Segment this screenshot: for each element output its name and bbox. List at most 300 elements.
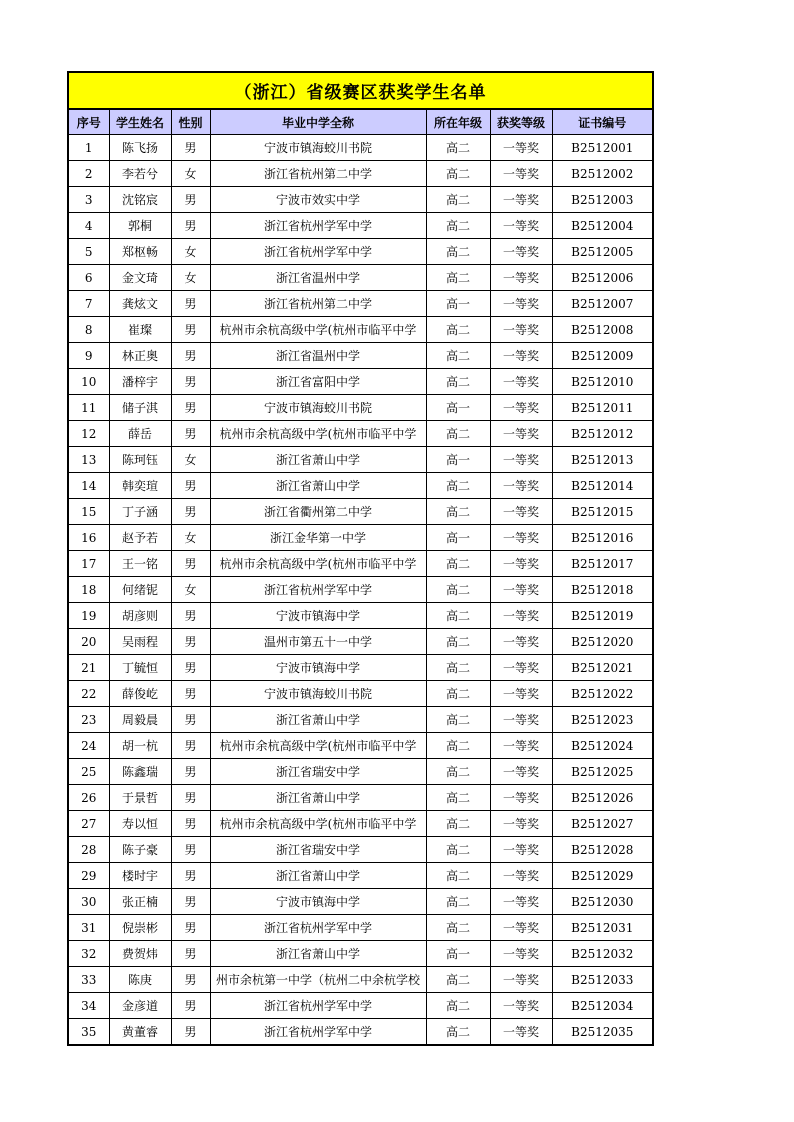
cell-award-level: 一等奖 [490, 473, 552, 499]
table-row [68, 863, 653, 889]
cell-gender: 男 [171, 707, 210, 733]
cell-gender: 男 [171, 343, 210, 369]
cell-gender: 男 [171, 863, 210, 889]
cell-school [210, 291, 426, 317]
cell-school [210, 447, 426, 473]
cell-award-level: 一等奖 [490, 317, 552, 343]
cell-school [210, 811, 426, 837]
table-row [68, 343, 653, 369]
table-row [68, 577, 653, 603]
cell-grade: 高一 [426, 447, 490, 473]
cell-grade: 高二 [426, 473, 490, 499]
cell-certificate-number: B2512025 [552, 759, 653, 785]
cell-index: 30 [68, 889, 109, 915]
cell-grade: 高二 [426, 655, 490, 681]
cell-grade: 高一 [426, 941, 490, 967]
title-row [68, 72, 653, 109]
cell-school [210, 681, 426, 707]
cell-index: 28 [68, 837, 109, 863]
cell-index: 16 [68, 525, 109, 551]
header-award-level: 获奖等级 [490, 109, 552, 135]
cell-index: 7 [68, 291, 109, 317]
table-row [68, 369, 653, 395]
cell-grade: 高二 [426, 161, 490, 187]
table-row [68, 265, 653, 291]
cell-gender: 男 [171, 811, 210, 837]
cell-award-level: 一等奖 [490, 941, 552, 967]
cell-gender: 男 [171, 837, 210, 863]
cell-certificate-number: B2512029 [552, 863, 653, 889]
cell-school [210, 499, 426, 525]
cell-school [210, 239, 426, 265]
cell-certificate-number: B2512018 [552, 577, 653, 603]
cell-student-name: 林正奥 [109, 343, 171, 369]
cell-index: 19 [68, 603, 109, 629]
cell-award-level: 一等奖 [490, 889, 552, 915]
cell-certificate-number: B2512004 [552, 213, 653, 239]
cell-gender: 男 [171, 655, 210, 681]
school-name: 浙江省杭州第二中学 [263, 167, 372, 181]
cell-certificate-number: B2512026 [552, 785, 653, 811]
cell-student-name: 黄董睿 [109, 1019, 171, 1046]
cell-index: 15 [68, 499, 109, 525]
cell-student-name: 吴雨程 [109, 629, 171, 655]
header-certificate-number: 证书编号 [552, 109, 653, 135]
table-row [68, 707, 653, 733]
cell-grade: 高二 [426, 811, 490, 837]
cell-index: 9 [68, 343, 109, 369]
cell-award-level: 一等奖 [490, 707, 552, 733]
cell-index: 13 [68, 447, 109, 473]
cell-gender: 男 [171, 473, 210, 499]
cell-school [210, 837, 426, 863]
cell-gender: 女 [171, 525, 210, 551]
cell-school [210, 993, 426, 1019]
cell-award-level: 一等奖 [490, 395, 552, 421]
cell-school [210, 473, 426, 499]
cell-student-name: 沈铭宸 [109, 187, 171, 213]
table-row [68, 525, 653, 551]
cell-certificate-number: B2512009 [552, 343, 653, 369]
cell-school [210, 265, 426, 291]
cell-index: 35 [68, 1019, 109, 1046]
cell-student-name: 潘梓宇 [109, 369, 171, 395]
table-row [68, 603, 653, 629]
cell-award-level: 一等奖 [490, 577, 552, 603]
cell-grade: 高二 [426, 421, 490, 447]
cell-certificate-number: B2512015 [552, 499, 653, 525]
cell-certificate-number: B2512010 [552, 369, 653, 395]
cell-award-level: 一等奖 [490, 551, 552, 577]
cell-school [210, 603, 426, 629]
cell-grade: 高二 [426, 317, 490, 343]
cell-grade: 高二 [426, 681, 490, 707]
cell-grade: 高二 [426, 603, 490, 629]
cell-school [210, 915, 426, 941]
cell-gender: 男 [171, 291, 210, 317]
cell-gender: 男 [171, 681, 210, 707]
cell-gender: 女 [171, 447, 210, 473]
school-name: 浙江省萧山中学 [275, 791, 360, 805]
cell-award-level: 一等奖 [490, 967, 552, 993]
cell-student-name: 龚炫文 [109, 291, 171, 317]
cell-school [210, 551, 426, 577]
cell-school [210, 629, 426, 655]
cell-index: 8 [68, 317, 109, 343]
cell-gender: 男 [171, 993, 210, 1019]
cell-student-name: 何绪铌 [109, 577, 171, 603]
cell-gender: 男 [171, 499, 210, 525]
cell-gender: 男 [171, 889, 210, 915]
cell-award-level: 一等奖 [490, 915, 552, 941]
cell-certificate-number: B2512030 [552, 889, 653, 915]
table-row [68, 551, 653, 577]
cell-student-name: 丁子涵 [109, 499, 171, 525]
cell-index: 26 [68, 785, 109, 811]
cell-student-name: 郑枢畅 [109, 239, 171, 265]
cell-index: 4 [68, 213, 109, 239]
school-name: 浙江省瑞安中学 [275, 765, 360, 779]
table-row [68, 655, 653, 681]
table-row [68, 187, 653, 213]
school-name: 浙江省萧山中学 [275, 713, 360, 727]
cell-grade: 高二 [426, 759, 490, 785]
cell-index: 33 [68, 967, 109, 993]
school-name: 浙江省萧山中学 [275, 453, 360, 467]
table-row [68, 395, 653, 421]
cell-student-name: 张正楠 [109, 889, 171, 915]
cell-certificate-number: B2512008 [552, 317, 653, 343]
cell-certificate-number: B2512034 [552, 993, 653, 1019]
table-row [68, 785, 653, 811]
school-name: 浙江省萧山中学 [275, 479, 360, 493]
table-row [68, 993, 653, 1019]
cell-gender: 女 [171, 239, 210, 265]
cell-school [210, 707, 426, 733]
cell-certificate-number: B2512002 [552, 161, 653, 187]
table-row [68, 421, 653, 447]
cell-award-level: 一等奖 [490, 785, 552, 811]
cell-grade: 高二 [426, 265, 490, 291]
school-name: 浙江省杭州学军中学 [263, 583, 372, 597]
cell-student-name: 陈飞扬 [109, 135, 171, 161]
school-name: 浙江省杭州学军中学 [263, 921, 372, 935]
cell-student-name: 陈子豪 [109, 837, 171, 863]
cell-school [210, 213, 426, 239]
cell-certificate-number: B2512031 [552, 915, 653, 941]
cell-award-level: 一等奖 [490, 1019, 552, 1046]
table-row [68, 317, 653, 343]
cell-gender: 男 [171, 915, 210, 941]
cell-grade: 高二 [426, 967, 490, 993]
cell-index: 17 [68, 551, 109, 577]
cell-gender: 男 [171, 785, 210, 811]
cell-student-name: 陈庚 [109, 967, 171, 993]
cell-student-name: 王一铭 [109, 551, 171, 577]
school-name: 浙江省瑞安中学 [275, 843, 360, 857]
award-list-table [67, 71, 654, 1046]
cell-certificate-number: B2512035 [552, 1019, 653, 1046]
cell-certificate-number: B2512006 [552, 265, 653, 291]
cell-grade: 高二 [426, 629, 490, 655]
cell-student-name: 陈鑫瑞 [109, 759, 171, 785]
cell-grade: 高二 [426, 1019, 490, 1046]
cell-grade: 高二 [426, 577, 490, 603]
cell-grade: 高二 [426, 889, 490, 915]
cell-grade: 高二 [426, 993, 490, 1019]
cell-index: 23 [68, 707, 109, 733]
cell-award-level: 一等奖 [490, 447, 552, 473]
cell-certificate-number: B2512021 [552, 655, 653, 681]
cell-student-name: 楼时宇 [109, 863, 171, 889]
cell-gender: 男 [171, 759, 210, 785]
cell-certificate-number: B2512028 [552, 837, 653, 863]
school-name: 浙江省杭州第二中学 [263, 297, 372, 311]
cell-student-name: 陈珂钰 [109, 447, 171, 473]
cell-gender: 男 [171, 551, 210, 577]
cell-certificate-number: B2512022 [552, 681, 653, 707]
cell-student-name: 费贺炜 [109, 941, 171, 967]
cell-award-level: 一等奖 [490, 837, 552, 863]
school-name: 浙江省萧山中学 [275, 947, 360, 961]
table-row [68, 239, 653, 265]
cell-certificate-number: B2512033 [552, 967, 653, 993]
table-row [68, 915, 653, 941]
cell-school [210, 889, 426, 915]
cell-certificate-number: B2512032 [552, 941, 653, 967]
school-name: 浙江省萧山中学 [275, 869, 360, 883]
cell-index: 11 [68, 395, 109, 421]
cell-school [210, 135, 426, 161]
cell-student-name: 储子淇 [109, 395, 171, 421]
cell-grade: 高二 [426, 837, 490, 863]
table-row [68, 837, 653, 863]
cell-student-name: 金文琦 [109, 265, 171, 291]
cell-school [210, 759, 426, 785]
school-name: 宁波市镇海中学 [275, 609, 360, 623]
cell-award-level: 一等奖 [490, 187, 552, 213]
cell-award-level: 一等奖 [490, 239, 552, 265]
cell-certificate-number: B2512012 [552, 421, 653, 447]
cell-certificate-number: B2512016 [552, 525, 653, 551]
header-gender: 性别 [171, 109, 210, 135]
cell-student-name: 于景哲 [109, 785, 171, 811]
cell-grade: 高二 [426, 785, 490, 811]
cell-award-level: 一等奖 [490, 681, 552, 707]
cell-gender: 男 [171, 187, 210, 213]
cell-student-name: 赵予若 [109, 525, 171, 551]
cell-school [210, 967, 426, 993]
cell-gender: 女 [171, 161, 210, 187]
cell-award-level: 一等奖 [490, 291, 552, 317]
school-name: 浙江省富阳中学 [275, 375, 360, 389]
cell-index: 24 [68, 733, 109, 759]
cell-award-level: 一等奖 [490, 655, 552, 681]
table-row [68, 1019, 653, 1046]
cell-student-name: 郭桐 [109, 213, 171, 239]
cell-gender: 女 [171, 265, 210, 291]
school-name: 州市余杭第一中学（杭州二中余杭学校 [215, 973, 420, 987]
cell-index: 6 [68, 265, 109, 291]
school-name: 宁波市镇海蛟川书院 [263, 687, 372, 701]
cell-grade: 高二 [426, 135, 490, 161]
cell-student-name: 倪崇彬 [109, 915, 171, 941]
school-name: 杭州市余杭高级中学(杭州市临平中学 [219, 739, 417, 753]
table-row [68, 811, 653, 837]
cell-school [210, 343, 426, 369]
cell-student-name: 韩奕瑄 [109, 473, 171, 499]
table-row [68, 499, 653, 525]
header-student-name: 学生姓名 [109, 109, 171, 135]
cell-grade: 高二 [426, 499, 490, 525]
cell-award-level: 一等奖 [490, 603, 552, 629]
cell-award-level: 一等奖 [490, 759, 552, 785]
cell-school [210, 733, 426, 759]
school-name: 浙江省杭州学军中学 [263, 219, 372, 233]
cell-award-level: 一等奖 [490, 265, 552, 291]
cell-student-name: 薛岳 [109, 421, 171, 447]
school-name: 浙江省杭州学军中学 [263, 1025, 372, 1039]
school-name: 杭州市余杭高级中学(杭州市临平中学 [219, 323, 417, 337]
cell-school [210, 863, 426, 889]
cell-award-level: 一等奖 [490, 499, 552, 525]
cell-grade: 高二 [426, 239, 490, 265]
cell-certificate-number: B2512017 [552, 551, 653, 577]
cell-award-level: 一等奖 [490, 525, 552, 551]
cell-school [210, 369, 426, 395]
header-row [68, 109, 653, 135]
school-name: 宁波市镇海中学 [275, 661, 360, 675]
school-name: 宁波市效实中学 [275, 193, 360, 207]
cell-award-level: 一等奖 [490, 863, 552, 889]
cell-index: 1 [68, 135, 109, 161]
cell-gender: 男 [171, 941, 210, 967]
cell-student-name: 胡一杭 [109, 733, 171, 759]
school-name: 浙江金华第一中学 [269, 531, 366, 545]
cell-school [210, 525, 426, 551]
cell-index: 34 [68, 993, 109, 1019]
cell-student-name: 胡彦则 [109, 603, 171, 629]
school-name: 浙江省温州中学 [275, 349, 360, 363]
cell-grade: 高二 [426, 369, 490, 395]
cell-student-name: 薛俊屹 [109, 681, 171, 707]
table-row [68, 733, 653, 759]
table-row [68, 629, 653, 655]
school-name: 杭州市余杭高级中学(杭州市临平中学 [219, 817, 417, 831]
cell-certificate-number: B2512023 [552, 707, 653, 733]
table-row [68, 135, 653, 161]
cell-award-level: 一等奖 [490, 213, 552, 239]
school-name: 宁波市镇海蛟川书院 [263, 141, 372, 155]
cell-index: 10 [68, 369, 109, 395]
table-row [68, 889, 653, 915]
table-row [68, 447, 653, 473]
cell-school [210, 395, 426, 421]
cell-student-name: 丁毓恒 [109, 655, 171, 681]
school-name: 杭州市余杭高级中学(杭州市临平中学 [219, 427, 417, 441]
cell-index: 29 [68, 863, 109, 889]
cell-gender: 男 [171, 317, 210, 343]
cell-certificate-number: B2512013 [552, 447, 653, 473]
cell-award-level: 一等奖 [490, 369, 552, 395]
table-row [68, 941, 653, 967]
cell-grade: 高二 [426, 915, 490, 941]
table-row [68, 759, 653, 785]
cell-certificate-number: B2512001 [552, 135, 653, 161]
cell-school [210, 317, 426, 343]
cell-gender: 男 [171, 629, 210, 655]
cell-gender: 男 [171, 421, 210, 447]
school-name: 宁波市镇海蛟川书院 [263, 401, 372, 415]
school-name: 浙江省衢州第二中学 [263, 505, 372, 519]
table-row [68, 967, 653, 993]
table-body [68, 135, 653, 1046]
cell-grade: 高二 [426, 213, 490, 239]
cell-grade: 高二 [426, 863, 490, 889]
cell-certificate-number: B2512027 [552, 811, 653, 837]
cell-award-level: 一等奖 [490, 629, 552, 655]
cell-school [210, 1019, 426, 1046]
cell-certificate-number: B2512020 [552, 629, 653, 655]
school-name: 杭州市余杭高级中学(杭州市临平中学 [219, 557, 417, 571]
cell-grade: 高二 [426, 707, 490, 733]
cell-certificate-number: B2512007 [552, 291, 653, 317]
cell-grade: 高一 [426, 291, 490, 317]
cell-award-level: 一等奖 [490, 733, 552, 759]
cell-index: 32 [68, 941, 109, 967]
school-name: 浙江省杭州学军中学 [263, 245, 372, 259]
cell-award-level: 一等奖 [490, 811, 552, 837]
table-row [68, 473, 653, 499]
cell-award-level: 一等奖 [490, 421, 552, 447]
cell-index: 3 [68, 187, 109, 213]
school-name: 宁波市镇海中学 [275, 895, 360, 909]
cell-award-level: 一等奖 [490, 993, 552, 1019]
cell-gender: 男 [171, 213, 210, 239]
cell-grade: 高一 [426, 395, 490, 421]
cell-index: 2 [68, 161, 109, 187]
cell-gender: 男 [171, 733, 210, 759]
cell-gender: 男 [171, 369, 210, 395]
cell-index: 20 [68, 629, 109, 655]
cell-index: 22 [68, 681, 109, 707]
cell-index: 14 [68, 473, 109, 499]
page-title: （浙江）省级赛区获奖学生名单 [68, 72, 653, 109]
cell-certificate-number: B2512024 [552, 733, 653, 759]
cell-index: 18 [68, 577, 109, 603]
cell-index: 27 [68, 811, 109, 837]
header-school: 毕业中学全称 [210, 109, 426, 135]
cell-index: 31 [68, 915, 109, 941]
table-row [68, 291, 653, 317]
cell-grade: 高二 [426, 187, 490, 213]
header-index: 序号 [68, 109, 109, 135]
cell-certificate-number: B2512011 [552, 395, 653, 421]
cell-certificate-number: B2512019 [552, 603, 653, 629]
cell-index: 12 [68, 421, 109, 447]
cell-gender: 女 [171, 577, 210, 603]
school-name: 温州市第五十一中学 [263, 635, 372, 649]
cell-school [210, 785, 426, 811]
cell-grade: 高一 [426, 525, 490, 551]
school-name: 浙江省杭州学军中学 [263, 999, 372, 1013]
table-row [68, 213, 653, 239]
cell-grade: 高二 [426, 733, 490, 759]
cell-index: 5 [68, 239, 109, 265]
cell-certificate-number: B2512005 [552, 239, 653, 265]
cell-award-level: 一等奖 [490, 343, 552, 369]
cell-gender: 男 [171, 967, 210, 993]
